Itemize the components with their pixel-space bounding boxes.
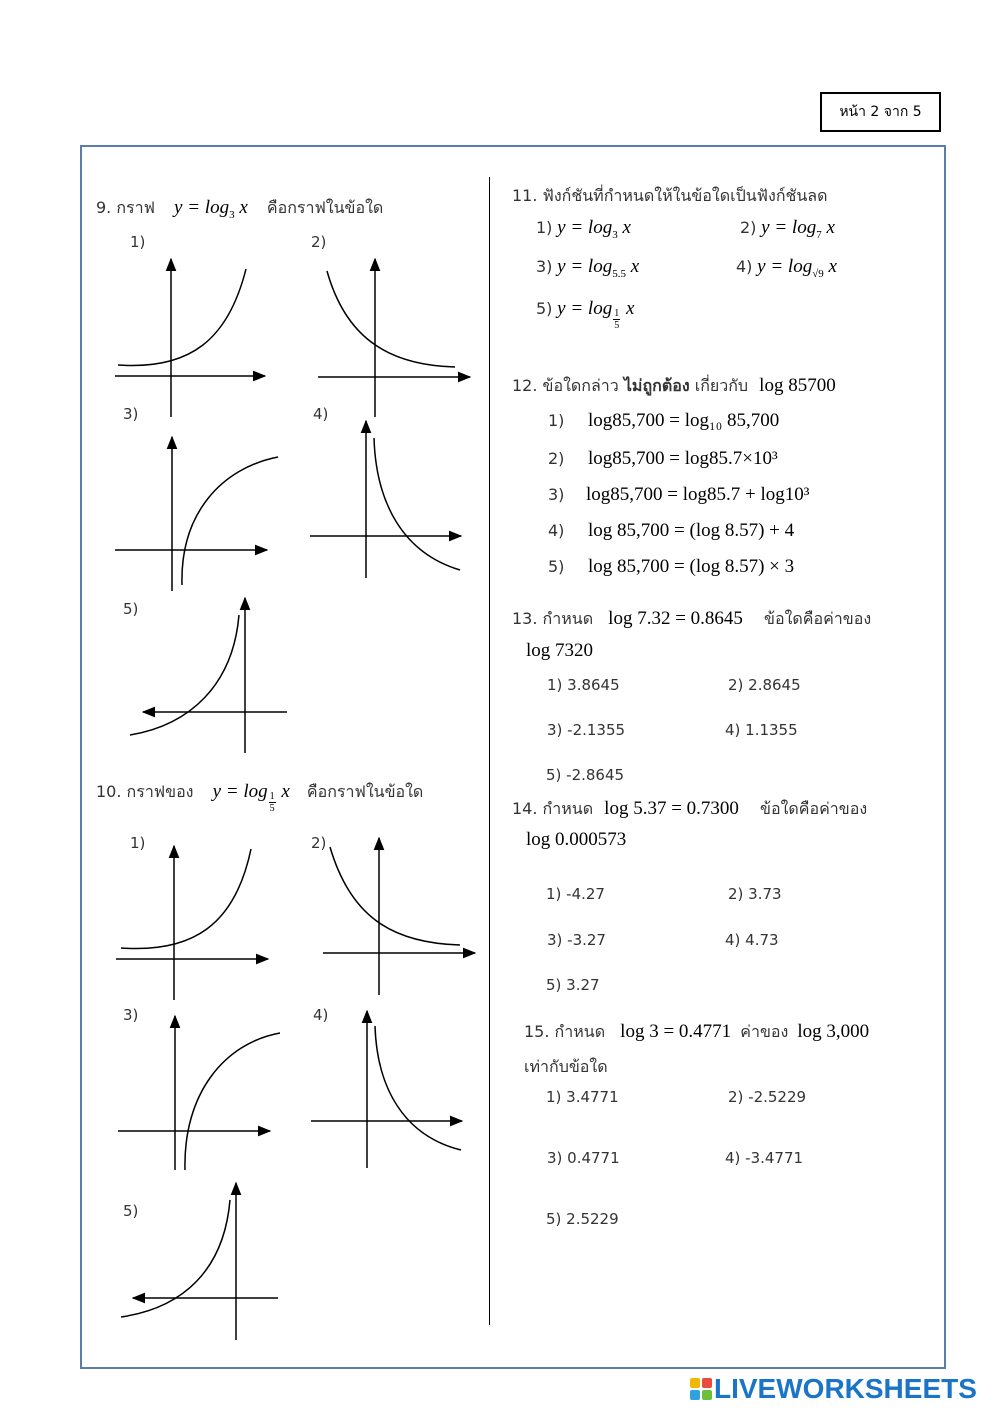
q9-graph-3[interactable] xyxy=(112,433,272,593)
q15-option-1[interactable]: 1) 3.4771 xyxy=(546,1088,619,1106)
q14-given: log 5.37 = 0.7300 xyxy=(604,798,739,819)
q10-base-den: 5 xyxy=(269,803,275,814)
q10-label-2: 2) xyxy=(311,834,327,852)
q15-target: log 3,000 xyxy=(797,1021,870,1042)
q9-graph-4[interactable] xyxy=(308,418,468,583)
q14-option-5[interactable]: 5) 3.27 xyxy=(546,976,600,994)
q12-o2-text: log85,700 = log85.7×10³ xyxy=(588,448,778,469)
q15-option-4[interactable]: 4) -3.4771 xyxy=(725,1149,804,1167)
q12-o5-text: log 85,700 = (log 8.57) × 3 xyxy=(588,556,795,577)
q9-eq-base: 3 xyxy=(229,208,235,221)
q15-line2: เท่ากับข้อใด xyxy=(524,1057,608,1076)
q10-graph-1[interactable] xyxy=(113,843,273,1003)
q12-suffix: เกี่ยวกับ xyxy=(694,376,749,395)
q10-title xyxy=(96,780,423,814)
q10-eq-var: x xyxy=(281,781,290,802)
q11-o2-var: x xyxy=(826,217,835,238)
q11-o5-base-num: 1 xyxy=(614,308,620,319)
q10-label-3: 3) xyxy=(123,1006,139,1024)
q12-title xyxy=(512,374,836,399)
q13-title xyxy=(512,607,871,632)
page-number-label: หน้า 2 จาก 5 xyxy=(820,92,941,132)
q11-o1-var: x xyxy=(622,217,631,238)
q15-option-5[interactable]: 5) 2.5229 xyxy=(546,1210,619,1228)
q10-base-num: 1 xyxy=(269,791,275,802)
q9-suffix: คือกราฟในข้อใด xyxy=(266,198,384,217)
q11-option-3[interactable] xyxy=(536,256,639,280)
q14-option-1[interactable]: 1) -4.27 xyxy=(546,885,605,903)
q12-option-2[interactable] xyxy=(548,448,778,470)
q12-o2-num: 2) xyxy=(548,449,565,468)
q12-o1-num: 1) xyxy=(548,411,565,430)
q11-o5-var: x xyxy=(625,298,635,319)
q15-given: log 3 = 0.4771 xyxy=(620,1021,732,1042)
q15-mid: ค่าของ xyxy=(740,1022,789,1041)
q12-expr: log 85700 xyxy=(759,375,836,396)
logo-grid-icon xyxy=(690,1378,712,1400)
q10-graph-2[interactable] xyxy=(320,835,480,1000)
q11-o4-var: x xyxy=(828,256,837,277)
q11-o3-base: 5.5 xyxy=(612,267,626,280)
q12-option-4[interactable] xyxy=(548,520,794,542)
q13-target: log 7320 xyxy=(526,640,594,661)
q11-o2-eq: y = log xyxy=(761,217,817,238)
q9-label-2: 2) xyxy=(311,233,327,251)
q10-prefix: 10. กราฟของ xyxy=(96,782,194,801)
q13-option-5[interactable]: 5) -2.8645 xyxy=(546,766,625,784)
q9-eq: y = log xyxy=(174,197,230,218)
q9-graph-5[interactable] xyxy=(125,595,295,755)
q9-label-4: 4) xyxy=(313,405,329,423)
q15-option-3[interactable]: 3) 0.4771 xyxy=(547,1149,620,1167)
q11-option-4[interactable] xyxy=(736,256,837,280)
q11-o3-var: x xyxy=(630,256,640,277)
q11-o1-num: 1) xyxy=(536,218,553,237)
q13-option-4[interactable]: 4) 1.1355 xyxy=(725,721,798,739)
q15-option-2[interactable]: 2) -2.5229 xyxy=(728,1088,807,1106)
q12-option-5[interactable] xyxy=(548,556,794,578)
q11-o3-eq: y = log xyxy=(557,256,613,277)
q14-option-2[interactable]: 2) 3.73 xyxy=(728,885,782,903)
q10-label-1: 1) xyxy=(130,834,146,852)
q10-graph-3[interactable] xyxy=(115,1013,275,1173)
q12-o4-text: log 85,700 = (log 8.57) + 4 xyxy=(588,520,795,541)
q13-prefix: 13. กำหนด xyxy=(512,609,594,628)
q14-suffix: ข้อใดคือค่าของ xyxy=(760,799,868,818)
q12-option-1[interactable] xyxy=(548,410,779,432)
q11-option-1[interactable] xyxy=(536,217,631,241)
q11-o4-base: √9 xyxy=(812,267,824,280)
q13-given: log 7.32 = 0.8645 xyxy=(608,608,743,629)
q11-o5-base-den: 5 xyxy=(614,320,620,331)
q11-o1-base: 3 xyxy=(612,228,618,241)
q12-bold: ไม่ถูกต้อง xyxy=(623,376,690,395)
liveworksheets-logo xyxy=(690,1373,977,1405)
q10-eq: y = log xyxy=(212,781,268,802)
q11-o4-num: 4) xyxy=(736,257,753,276)
q11-o4-eq: y = log xyxy=(757,256,813,277)
q11-o3-num: 3) xyxy=(536,257,553,276)
q11-o2-base: 7 xyxy=(816,228,822,241)
q12-o4-num: 4) xyxy=(548,521,565,540)
q11-title: 11. ฟังก์ชันที่กำหนดให้ในข้อใดเป็นฟังก์ชันลด xyxy=(512,186,828,205)
q12-o3-num: 3) xyxy=(548,485,565,504)
q12-option-3[interactable] xyxy=(548,484,809,506)
q14-option-3[interactable]: 3) -3.27 xyxy=(547,931,606,949)
q14-target: log 0.000573 xyxy=(526,829,627,850)
q10-suffix: คือกราฟในข้อใด xyxy=(306,782,424,801)
q13-option-2[interactable]: 2) 2.8645 xyxy=(728,676,801,694)
q10-label-5: 5) xyxy=(123,1202,139,1220)
q13-option-1[interactable]: 1) 3.8645 xyxy=(547,676,620,694)
q12-prefix: 12. ข้อใดกล่าว xyxy=(512,376,619,395)
q9-title xyxy=(96,196,383,221)
q12-o1-text: log85,700 = log₁₀ 85,700 xyxy=(588,410,780,431)
q15-prefix: 15. กำหนด xyxy=(524,1022,606,1041)
q11-o2-num: 2) xyxy=(740,218,757,237)
q11-option-2[interactable] xyxy=(740,217,835,241)
logo-text: LIVEWORKSHEETS xyxy=(714,1373,977,1404)
q14-option-4[interactable]: 4) 4.73 xyxy=(725,931,779,949)
q13-option-3[interactable]: 3) -2.1355 xyxy=(547,721,626,739)
q11-o1-eq: y = log xyxy=(557,217,613,238)
q9-eq-var: x xyxy=(239,197,248,218)
q10-graph-4[interactable] xyxy=(309,1008,469,1168)
q9-graph-2[interactable] xyxy=(315,255,475,420)
q14-title xyxy=(512,797,867,822)
q14-prefix: 14. กำหนด xyxy=(512,799,594,818)
q11-o5-eq: y = log xyxy=(557,298,613,319)
q10-label-4: 4) xyxy=(313,1006,329,1024)
q9-graph-1[interactable] xyxy=(110,255,270,420)
q9-label-5: 5) xyxy=(123,600,139,618)
q9-prefix: 9. กราฟ xyxy=(96,198,155,217)
q10-graph-5[interactable] xyxy=(118,1180,288,1340)
q9-label-1: 1) xyxy=(130,233,146,251)
q13-suffix: ข้อใดคือค่าของ xyxy=(764,609,872,628)
q11-o5-num: 5) xyxy=(536,299,553,318)
q15-title xyxy=(524,1020,869,1045)
q9-label-3: 3) xyxy=(123,405,139,423)
q11-option-5[interactable] xyxy=(536,298,634,331)
q12-o3-text: log85,700 = log85.7 + log10³ xyxy=(586,484,810,505)
column-divider xyxy=(489,177,490,1325)
q12-o5-num: 5) xyxy=(548,557,565,576)
